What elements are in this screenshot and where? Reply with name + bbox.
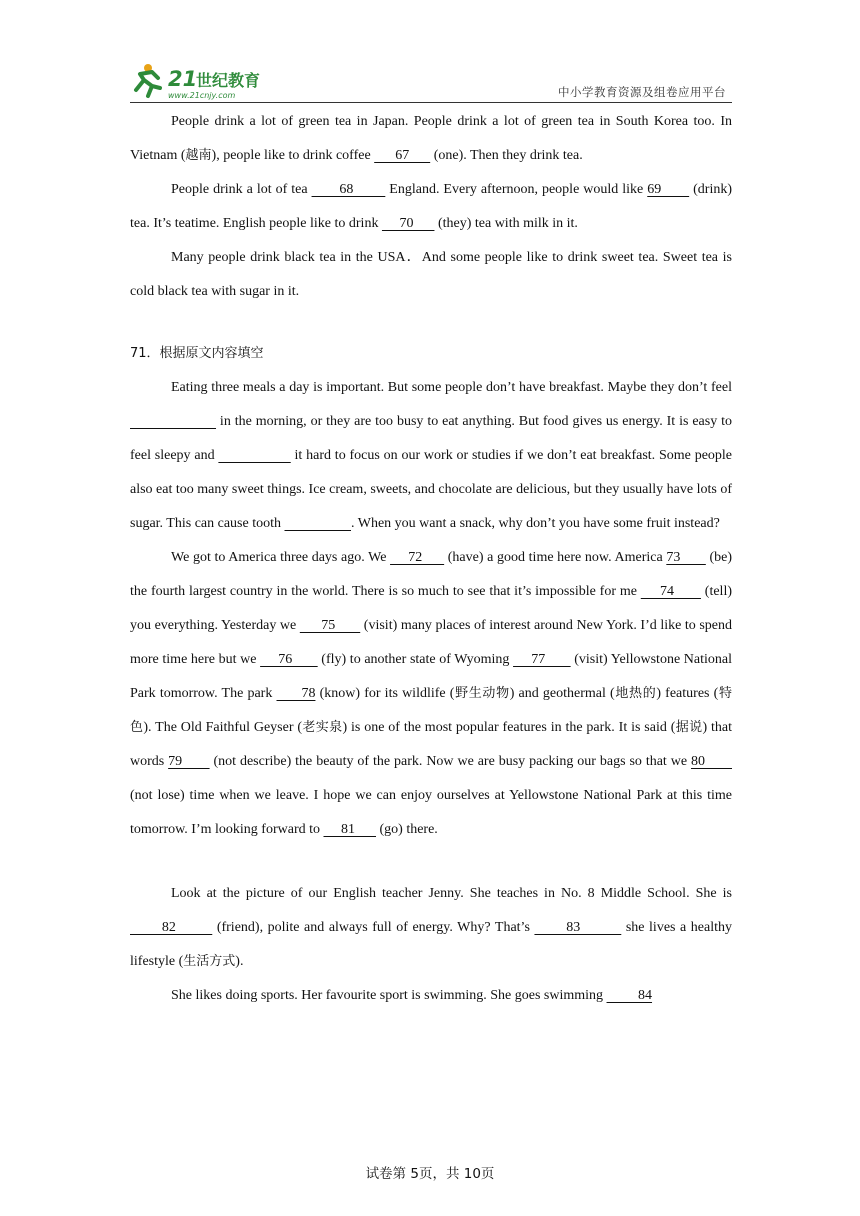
blank-74: 74 [640, 584, 701, 599]
paragraph: Many people drink black tea in the USA．And some people like to drink sweet tea. Sweet tea is cold black tea with sugar in it. [130, 250, 732, 299]
paragraph: People drink a lot of green tea in Japan. People drink a lot of green tea in South Korea too. In Vietnam (越南), people like to drink coffee 67 (one). Then they drink tea. [130, 114, 732, 163]
page-header [130, 60, 732, 103]
blank-72: 72 [390, 550, 445, 565]
svg-text:21: 21 [168, 67, 198, 91]
blank-69: 69 [647, 182, 690, 197]
blank [218, 448, 290, 463]
document-body [130, 105, 732, 1013]
paragraph: She likes doing sports. Her favourite sport is swimming. She goes swimming 84 [171, 988, 653, 1003]
header-platform-text: 中小学教育资源及组卷应用平台 [558, 85, 726, 99]
blank-75: 75 [299, 618, 361, 633]
blank-76: 76 [260, 652, 318, 667]
logo [130, 60, 270, 100]
paragraph: People drink a lot of tea 68 England. Every afternoon, people would like 69 (drink) tea. It’s teatime. English people like to drink 70 (they) tea with milk in it. [130, 182, 733, 231]
svg-text:www.21cnjy.com: www.21cnjy.com [168, 91, 236, 100]
blank-73: 73 [666, 550, 706, 565]
blank-83: 83 [534, 920, 622, 935]
blank-80: 80 [690, 754, 732, 769]
blank [285, 516, 352, 531]
blank-70: 70 [381, 216, 435, 231]
blank [130, 414, 216, 429]
blank-68: 68 [311, 182, 386, 197]
blank-84: 84 [606, 988, 653, 1003]
paragraph: Look at the picture of our English teacher Jenny. She teaches in No. 8 Middle School. She is 82 (friend), polite and always full of energy. Why? That’s 83 she lives a healthy lifestyle (生活方式). [130, 886, 733, 969]
blank-67: 67 [374, 148, 431, 163]
svg-text:世纪教育: 世纪教育 [196, 71, 261, 90]
paragraph: Eating three meals a day is important. But some people don’t have breakfast. Maybe they don’t feel in the morning, or they are too busy to eat anything. But food gives us energy. It is easy to feel sleepy and it hard to focus on our work or studies if we don’t eat breakfast. Some people also eat too many sweet things. Ice cream, sweets, and chocolate are delicious, but they usually have lots of sugar. This can cause tooth . When you want a snack, why don’t you have some fruit instead? [130, 380, 733, 531]
question-title: 71．根据原文内容填空 [130, 346, 264, 361]
page-footer: 试卷第 5页，共 10页 [365, 1166, 495, 1182]
blank-78: 78 [276, 686, 316, 701]
blank-81: 81 [323, 822, 376, 837]
blank-79: 79 [168, 754, 210, 769]
paragraph: We got to America three days ago. We 72 (have) a good time here now. America 73 (be) the fourth largest country in the world. There is so much to see that it’s impossible for me 74 (tell) you everything. Yesterday we 75 (visit) many places of interest around New York. I’d like to spend more time here but we 76 (fly) to another state of Wyoming 77 (visit) Yellowstone National Park tomorrow. The park 78 (know) for its wildlife (野生动物) and geothermal (地热的) features (特色). The Old Faithful Geyser (老实泉) is one of the most popular features in the park. It is said (据说) that words 79 (not describe) the beauty of the park. Now we are busy packing our bags so that we 80 (not lose) time when we leave. I hope we can enjoy ourselves at Yellowstone National Park at this time tomorrow. I’m looking forward to 81 (go) there. [130, 550, 733, 837]
blank-82: 82 [130, 920, 213, 935]
runner-logo-icon [130, 60, 270, 100]
blank-77: 77 [513, 652, 571, 667]
